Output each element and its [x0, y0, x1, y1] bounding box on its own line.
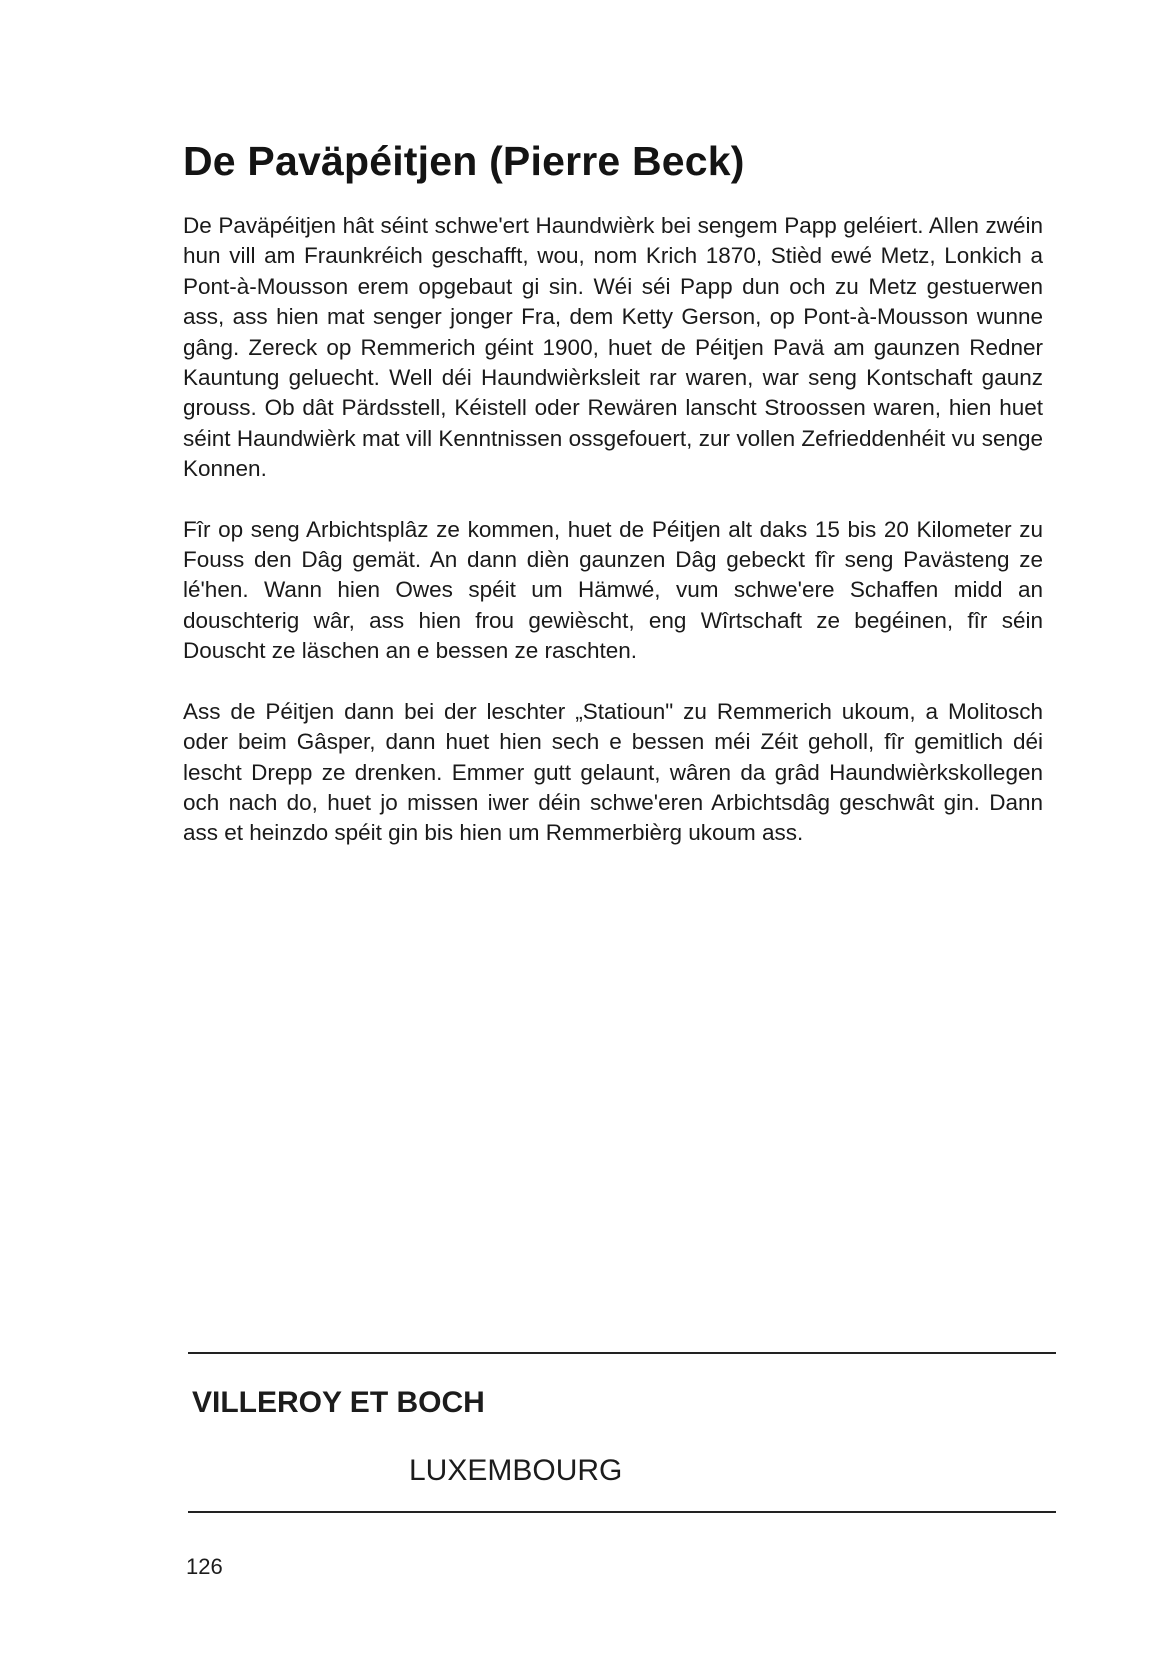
paragraph-1: De Paväpéitjen hât séint schwe'ert Haundwièrk bei sengem Papp geléiert. Allen zwéin hun vill am Fraunkréich geschafft, wou, nom Krich 1870, Stièd ewé Metz, Lonkich a Pont-à-Mousson erem opgebaut gi sin. Wéi séi Papp dun och zu Metz gestuerwen ass, ass hien mat senger jonger Fra, dem Ketty Gerson, op Pont-à-Mousson wunne gâng. Zereck op Remmerich géint 1900, huet de Péitjen Pavä am gaunzen Redner Kauntung geluecht. Well déi Haundwièrksleit rar waren, war seng Kontschaft gaunz grouss. Ob dât Pärdsstell, Kéistell oder Rewären lanscht Stroossen waren, hien huet séint Haundwièrk mat vill Kenntnissen ossgefouert, zur vollen Zefrieddenhéit vu senge Konnen.	[183, 213, 1043, 482]
footer-city: LUXEMBOURG	[409, 1454, 623, 1487]
page-title: De Paväpéitjen (Pierre Beck)	[183, 138, 745, 184]
footer-brand: VILLEROY ET BOCH	[192, 1386, 485, 1419]
footer-rule-top	[188, 1352, 1056, 1354]
paragraph-3: Ass de Péitjen dann bei der leschter „Statioun" zu Remmerich ukoum, a Molitosch oder beim Gâsper, dann huet hien sech e bessen méi Zéit geholl, fîr gemitlich déi lescht Drepp ze drenken. Emmer gutt gelaunt, wâren da grâd Haundwièrkskollegen och nach do, huet jo missen iwer déin schwe'eren Arbichtsdâg geschwât gin. Dann ass et heinzdo spéit gin bis hien um Remmerbièrg ukoum ass.	[183, 698, 1043, 846]
footer-rule-bottom	[188, 1511, 1056, 1513]
page-number: 126	[186, 1554, 223, 1579]
article-body	[183, 211, 1043, 879]
paragraph-2: Fîr op seng Arbichtsplâz ze kommen, huet de Péitjen alt daks 15 bis 20 Kilometer zu Fouss den Dâg gemät. An dann dièn gaunzen Dâg gebeckt fîr seng Pavästeng ze lé'hen. Wann hien Owes spéit um Hämwé, vum schwe'ere Schaffen midd an douschterig wâr, ass hien frou gewièscht, eng Wîrtschaft ze begéinen, fîr séin Douscht ze läschen an e bessen ze raschten.	[183, 516, 1043, 664]
